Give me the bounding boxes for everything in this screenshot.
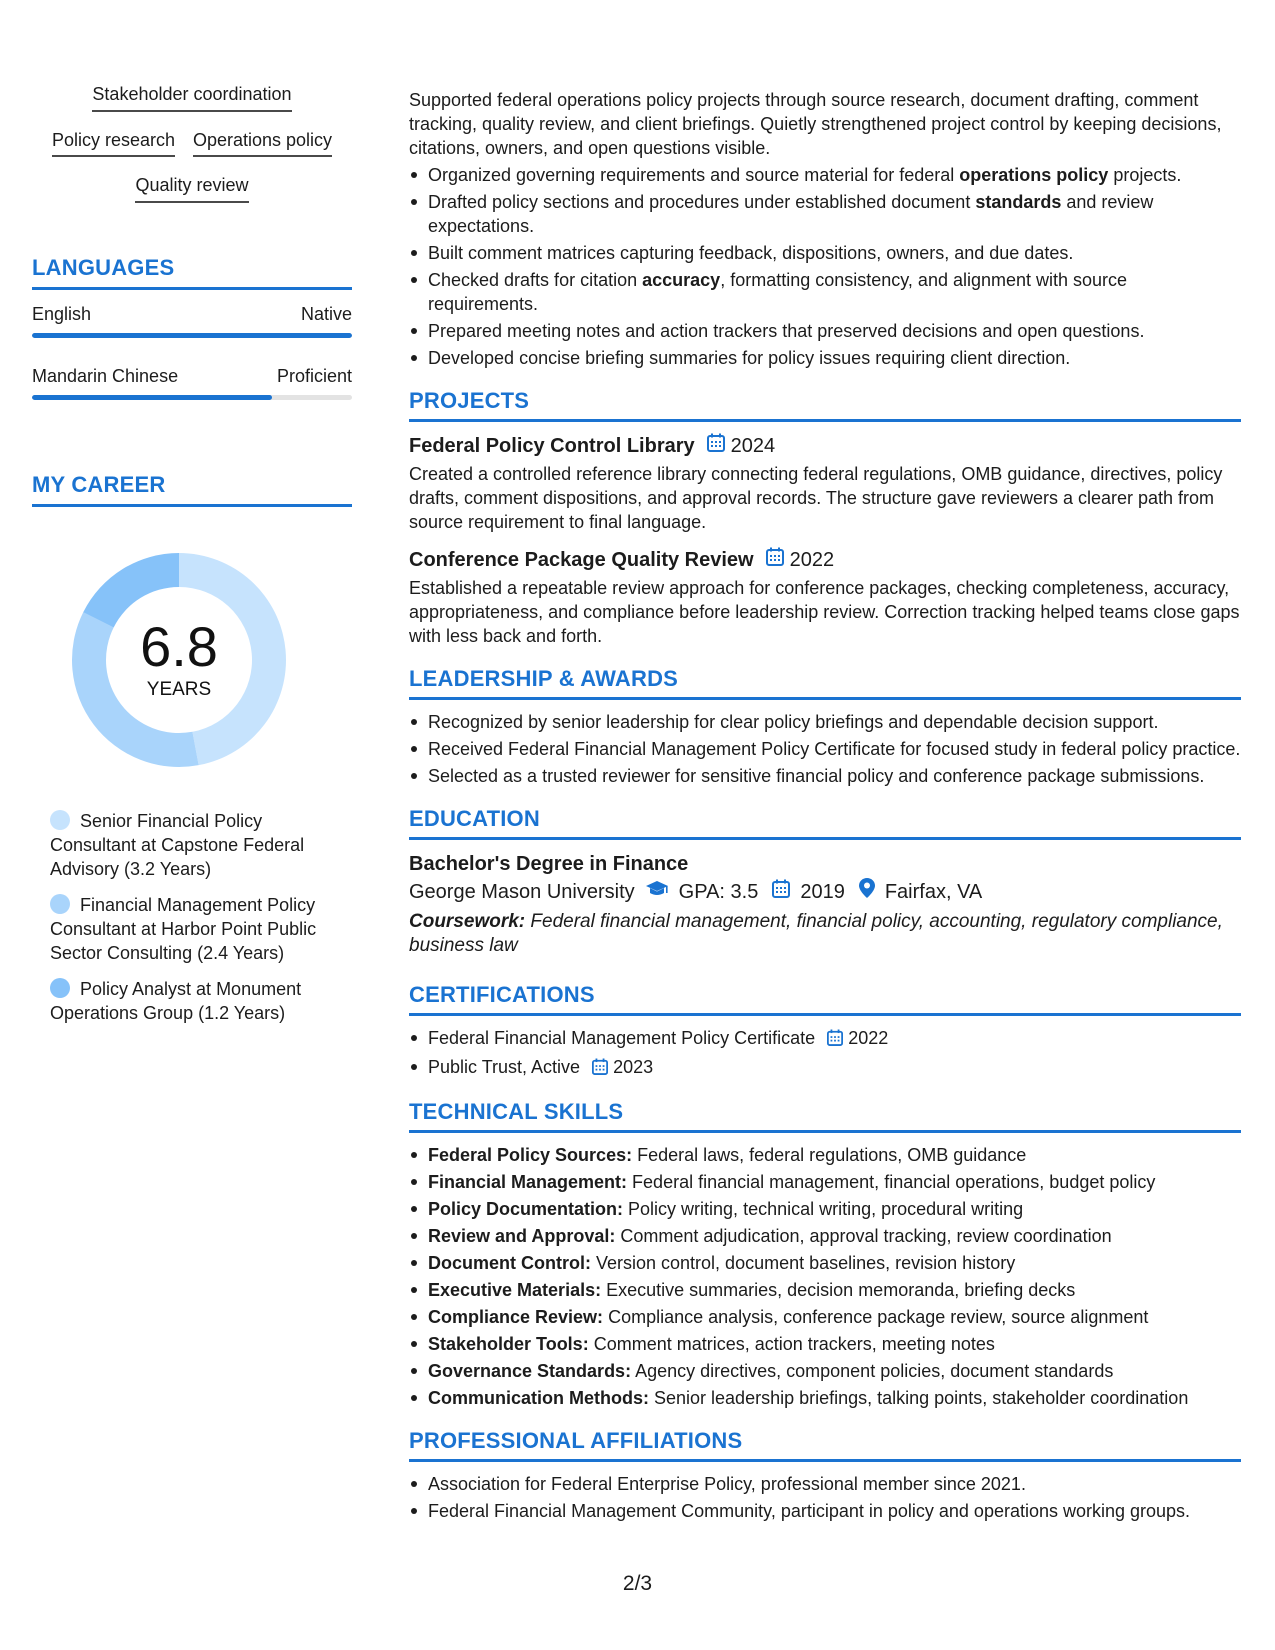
skill-label: Executive Materials: (428, 1280, 602, 1300)
skill-label: Policy Documentation: (428, 1199, 624, 1219)
leadership-title: LEADERSHIP & AWARDS (409, 666, 1241, 700)
legend-label: Senior Financial Policy Consultant at Capstone Federal Advisory (3.2 Years) (50, 810, 305, 879)
legend-dot (50, 810, 70, 830)
calendar-icon (592, 1057, 608, 1081)
graduation-year: 2019 (800, 881, 845, 903)
language-level: Native (300, 303, 352, 324)
skill-value: Comment matrices, action trackers, meeting notes (588, 1334, 995, 1354)
career-section (32, 472, 352, 1025)
affiliations-title: PROFESSIONAL AFFILIATIONS (409, 1428, 1241, 1462)
legend-label: Financial Management Policy Consultant at Harbor Point Public Sector Consulting (2.4 Years) (50, 894, 317, 963)
list-item: Association for Federal Enterprise Policy, professional member since 2021. (409, 1472, 1241, 1496)
leadership-list (409, 710, 1241, 788)
skill-label: Compliance Review: (428, 1307, 604, 1327)
bullet-text: Organized governing requirements and source material for federal (428, 165, 960, 185)
project-desc: Established a repeatable review approach for conference packages, checking completeness, accuracy, appropriateness, and compliance before leadership review. Correction tracking helped teams close gaps with less back and forth. (409, 578, 1240, 646)
certifications-title: CERTIFICATIONS (409, 982, 1241, 1016)
skill-item (409, 1332, 1241, 1356)
bullet-text: Checked drafts for citation (428, 270, 643, 290)
experience-bullet (409, 346, 1241, 370)
bullet-text: and review expectations. (428, 192, 1154, 236)
certifications-list (409, 1026, 1241, 1081)
graduation-cap-icon (645, 878, 669, 906)
skill-tag: Operations policy (193, 130, 332, 158)
education-title: EDUCATION (409, 806, 1241, 840)
experience-summary: Supported federal operations policy projects through source research, document drafting, comment tracking, quality review, and client briefings. Quietly strengthened project control by keeping decisions, citations, owners, and open questions visible. (409, 90, 1222, 158)
skill-item (409, 1278, 1241, 1302)
education-item (409, 850, 1241, 958)
list-item: Received Federal Financial Management Policy Certificate for focused study in federal policy practice. (409, 737, 1241, 761)
bullet-text: Built comment matrices capturing feedback, dispositions, owners, and due dates. (428, 243, 1074, 263)
left-column (32, 84, 352, 1037)
project-year: 2022 (789, 549, 835, 571)
project-name: Conference Package Quality Review (409, 549, 754, 571)
project-name: Federal Policy Control Library (409, 435, 695, 457)
location-pin-icon (859, 878, 875, 906)
cert-name: Federal Financial Management Policy Certificate (428, 1028, 816, 1048)
cert-name: Public Trust, Active (428, 1057, 581, 1077)
list-item (409, 1026, 1241, 1052)
skill-label: Governance Standards: (428, 1361, 632, 1381)
project-item (409, 432, 1241, 534)
skill-item (409, 1305, 1241, 1329)
language-bar (32, 333, 352, 338)
calendar-icon (766, 546, 784, 574)
calendar-icon (772, 878, 790, 906)
skill-label: Financial Management: (428, 1172, 628, 1192)
list-item: Recognized by senior leadership for clear policy briefings and dependable decision support. (409, 710, 1241, 734)
legend-label: Policy Analyst at Monument Operations Group (1.2 Years) (50, 978, 302, 1023)
affiliations-list (409, 1472, 1241, 1523)
career-title: MY CAREER (32, 472, 352, 507)
experience-bullet (409, 241, 1241, 265)
legend-dot (50, 978, 70, 998)
skill-tag: Quality review (135, 175, 248, 203)
calendar-icon (707, 432, 725, 460)
skill-label: Review and Approval: (428, 1226, 616, 1246)
calendar-icon (827, 1028, 843, 1052)
degree: Bachelor's Degree in Finance (409, 853, 689, 875)
education-details (409, 878, 1241, 906)
skill-value: Federal financial management, financial operations, budget policy (627, 1172, 1156, 1192)
project-desc: Created a controlled reference library connecting federal regulations, OMB guidance, directives, policy drafts, comment dispositions, and approval records. The structure gave reviewers a clearer path from source requirement to final language. (409, 464, 1223, 532)
bullet-keyword: standards (975, 192, 1062, 212)
coursework (409, 910, 1241, 958)
coursework-text: Federal financial management, financial policy, accounting, regulatory compliance, business law (409, 911, 1223, 956)
skill-value: Federal laws, federal regulations, OMB guidance (632, 1145, 1027, 1165)
school-name: George Mason University (409, 881, 635, 903)
projects-title: PROJECTS (409, 388, 1241, 422)
languages-title: LANGUAGES (32, 255, 352, 290)
skill-item (409, 1170, 1241, 1194)
skill-value: Senior leadership briefings, talking points, stakeholder coordination (649, 1388, 1189, 1408)
career-legend (32, 809, 322, 1025)
skill-item (409, 1224, 1241, 1248)
experience-bullet (409, 163, 1241, 187)
bullet-keyword: accuracy (642, 270, 721, 290)
skill-item (409, 1143, 1241, 1167)
skill-item (409, 1197, 1241, 1221)
experience-bullets (409, 163, 1241, 370)
career-total: 6.8 (140, 614, 218, 678)
skill-item (409, 1359, 1241, 1383)
skill-value: Executive summaries, decision memoranda, briefing decks (601, 1280, 1076, 1300)
skill-label: Communication Methods: (428, 1388, 649, 1408)
skill-value: Policy writing, technical writing, procedural writing (623, 1199, 1024, 1219)
language-level: Proficient (276, 365, 352, 386)
skill-label: Document Control: (428, 1253, 591, 1273)
location: Fairfax, VA (884, 881, 983, 903)
project-year: 2024 (730, 435, 776, 457)
skill-item (409, 1251, 1241, 1275)
career-unit: YEARS (146, 678, 212, 700)
list-item (409, 1055, 1241, 1081)
skill-item (409, 1386, 1241, 1410)
skill-value: Compliance analysis, conference package review, source alignment (603, 1307, 1149, 1327)
technical-skills-title: TECHNICAL SKILLS (409, 1099, 1241, 1133)
page-number: 2/3 (622, 1572, 653, 1595)
bullet-keyword: operations policy (959, 165, 1109, 185)
list-item: Federal Financial Management Community, participant in policy and operations working groups. (409, 1499, 1241, 1523)
language-item (32, 366, 352, 400)
language-item (32, 304, 352, 338)
experience-bullet (409, 319, 1241, 343)
legend-item (50, 809, 322, 881)
coursework-label: Coursework: (409, 911, 526, 932)
legend-item (50, 893, 322, 965)
skill-value: Version control, document baselines, revision history (590, 1253, 1016, 1273)
skill-value: Comment adjudication, approval tracking, review coordination (615, 1226, 1112, 1246)
gpa: GPA: 3.5 (678, 881, 759, 903)
cert-year: 2022 (848, 1028, 889, 1048)
skill-tag: Stakeholder coordination (92, 84, 291, 112)
experience-bullet (409, 268, 1241, 316)
experience-bullet (409, 190, 1241, 238)
right-column (409, 88, 1241, 1523)
list-item: Selected as a trusted reviewer for sensitive financial policy and conference package submissions. (409, 764, 1241, 788)
project-item (409, 546, 1241, 648)
languages-section (32, 255, 352, 400)
technical-skills-list (409, 1143, 1241, 1410)
skill-tag: Policy research (52, 130, 175, 158)
skill-label: Stakeholder Tools: (428, 1334, 589, 1354)
bullet-text: Drafted policy sections and procedures under established document (428, 192, 976, 212)
skill-label: Federal Policy Sources: (428, 1145, 633, 1165)
skill-tags (32, 84, 352, 203)
legend-item (50, 977, 322, 1025)
language-bar (32, 395, 352, 400)
cert-year: 2023 (613, 1057, 654, 1077)
career-donut-chart (66, 547, 292, 773)
language-name: English (32, 303, 92, 324)
legend-dot (50, 894, 70, 914)
bullet-text: projects. (1108, 165, 1182, 185)
bullet-text: Developed concise briefing summaries for policy issues requiring client direction. (428, 348, 1071, 368)
skill-value: Agency directives, component policies, document standards (631, 1361, 1114, 1381)
language-name: Mandarin Chinese (32, 365, 179, 386)
bullet-text: , formatting consistency, and alignment with source requirements. (428, 270, 1128, 314)
bullet-text: Prepared meeting notes and action trackers that preserved decisions and open questions. (428, 321, 1145, 341)
